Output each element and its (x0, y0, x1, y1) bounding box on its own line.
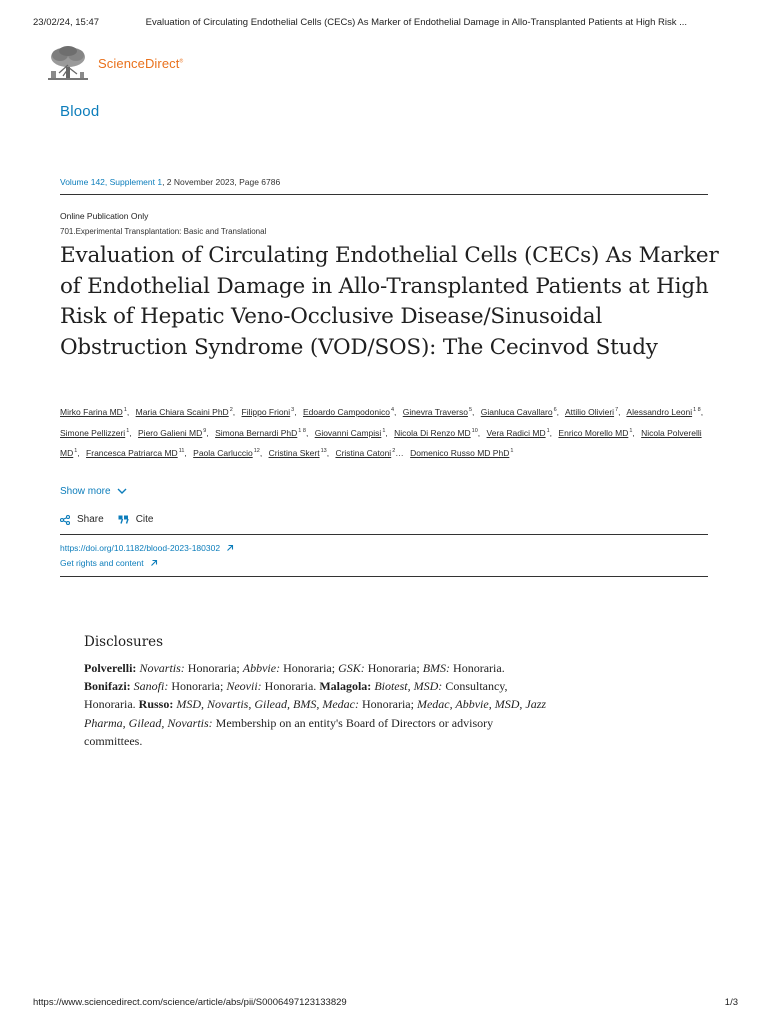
divider-top (60, 534, 708, 535)
share-icon (60, 515, 70, 525)
doi-text: https://doi.org/10.1182/blood-2023-180302 (60, 543, 221, 553)
author-separator: , (618, 407, 621, 417)
brand-mark: ® (179, 58, 184, 65)
author-affiliation: 3 (291, 407, 295, 413)
author-link[interactable] (86, 448, 191, 458)
author-name: Filippo Frioni (241, 407, 291, 417)
author-separator: , (632, 427, 635, 438)
author-separator: , (700, 407, 704, 417)
author-link[interactable] (481, 407, 563, 417)
disclosure-company: BMS: (422, 661, 451, 675)
disclosures-text: Polverelli: Novartis: Honoraria; Abbvie: Honoraria; GSK: Honoraria; BMS: Honoraria. Bonifazi: Sanofi: Honoraria; Neovii: Honoraria. Malagola: Biotest, MSD: Consultancy, Honoraria. Russo: MSD, Novartis, Gilead, BMS, Medac: Honoraria; Medac, Abbvie, MSD, Jazz Pharma, Gilead, Novartis: Membership on an entity's Board of Directors or advisory committees. (84, 661, 547, 748)
disclosure-company: Sanofi: (133, 679, 169, 694)
cite-label: Cite (135, 514, 154, 525)
author-separator: , (129, 427, 132, 438)
author-affiliation: 11 (178, 448, 185, 454)
author-name: Maria Chiara Scaini PhD (135, 407, 229, 417)
author-name: Ginevra Traverso (402, 407, 468, 417)
author-separator: , (472, 407, 475, 417)
quote-icon (118, 515, 129, 524)
author-separator: , (294, 407, 297, 417)
author-separator: , (549, 427, 553, 438)
author-affiliation: 13 (320, 448, 327, 454)
author-link[interactable] (558, 428, 638, 438)
show-more-button[interactable] (60, 486, 127, 497)
author-link[interactable] (394, 428, 484, 438)
author-name: Cristina Catoni (335, 448, 392, 458)
author-name: Nicola Di Renzo MD (394, 427, 471, 438)
author-affiliation: 1 (510, 448, 514, 454)
show-more-label: Show more (60, 486, 111, 497)
author-separator: , (259, 448, 263, 458)
author-separator: , (77, 448, 80, 458)
availability-label: Online Publication Only (60, 211, 149, 221)
sciencedirect-logo[interactable] (47, 44, 183, 82)
author-link[interactable] (335, 448, 407, 458)
disclosure-name: Bonifazi: (84, 679, 131, 694)
disclosure-name: Malagola: (319, 679, 372, 694)
disclosure-company: GSK: (338, 661, 365, 675)
print-timestamp: 23/02/24, 15:47 (33, 17, 100, 28)
author-link[interactable] (60, 428, 136, 438)
author-affiliation: 1 (126, 427, 130, 434)
author-separator: , (305, 427, 309, 438)
author-link[interactable] (626, 407, 707, 417)
author-name: Attilio Olivieri (564, 407, 615, 417)
author-affiliation: 5 (468, 407, 473, 413)
author-name: Edoardo Campodonico (302, 407, 390, 417)
rights-link[interactable] (60, 558, 158, 568)
author-name: Francesca Patriarca MD (86, 448, 178, 458)
author-name: Simone Pellizzeri (60, 427, 126, 438)
rights-text: Get rights and content (60, 558, 144, 568)
author-affiliation: 12 (253, 448, 260, 454)
disclosures-heading: Disclosures (84, 634, 164, 650)
author-list (60, 401, 720, 463)
author-affiliation: 1 (74, 448, 78, 454)
print-page-title: Evaluation of Circulating Endothelial Cells (CECs) As Marker of Endothelial Damage in Allo-Transplanted Patients at High Risk ... (145, 17, 688, 28)
brand-name: ScienceDirect® (98, 55, 184, 71)
author-link[interactable] (487, 428, 557, 438)
author-affiliation: 10 (471, 427, 478, 434)
author-affiliation: 4 (390, 407, 394, 413)
author-link[interactable] (60, 407, 133, 417)
elsevier-tree-icon (47, 45, 89, 81)
author-name: Simona Bernardi PhD (215, 427, 298, 438)
disclosure-name: Polverelli: (84, 661, 137, 675)
author-link[interactable] (138, 428, 213, 438)
print-url: https://www.sciencedirect.com/science/article/abs/pii/S0006497123133829 (33, 997, 347, 1008)
author-link[interactable] (136, 407, 240, 417)
author-affiliation: 1 (123, 407, 127, 413)
author-name: Cristina Skert (268, 448, 320, 458)
disclosure-company: Biotest, MSD: (374, 679, 443, 694)
author-name: Alessandro Leoni (626, 407, 693, 417)
print-footer (33, 997, 738, 1008)
author-name: Gianluca Cavallaro (480, 407, 553, 417)
author-separator: , (126, 407, 130, 417)
doi-link[interactable] (60, 543, 234, 553)
author-separator: , (184, 448, 187, 458)
author-affiliation: 1 (382, 427, 386, 434)
author-link[interactable] (410, 448, 513, 458)
author-affiliation: 2 (229, 407, 233, 413)
print-page-number: 1/3 (724, 997, 738, 1008)
author-affiliation: 9 (203, 427, 207, 434)
author-link[interactable] (193, 448, 266, 458)
volume-link[interactable]: Volume 142, Supplement 1 (60, 177, 163, 187)
cite-button[interactable] (118, 514, 154, 525)
author-link[interactable] (315, 428, 392, 438)
author-name: Enrico Morello MD (558, 427, 629, 438)
share-button[interactable] (60, 514, 104, 525)
print-header (33, 17, 748, 28)
author-affiliation: 7 (615, 407, 619, 413)
divider-bottom (60, 576, 708, 577)
disclosure-company: Abbvie: (242, 661, 281, 675)
author-name: Piero Galieni MD (138, 427, 203, 438)
author-separator: , (326, 448, 330, 458)
share-label: Share (77, 514, 104, 525)
author-name: Vera Radici MD (486, 427, 546, 438)
author-link[interactable] (565, 407, 625, 417)
external-link-icon (226, 544, 234, 552)
author-separator: , (385, 427, 388, 438)
disclosure-name: Russo: (138, 697, 174, 712)
author-separator: , (206, 427, 209, 438)
author-link[interactable] (403, 407, 479, 417)
author-name: Domenico Russo MD PhD (410, 448, 510, 458)
citation-line (60, 177, 708, 195)
author-link[interactable] (303, 407, 400, 417)
author-separator: , (477, 427, 481, 438)
article-actions (60, 514, 167, 525)
author-link[interactable] (242, 407, 301, 417)
author-name: Paola Carluccio (193, 448, 253, 458)
disclosure-company: Neovii: (226, 679, 262, 694)
article-section: 701.Experimental Transplantation: Basic and Translational (60, 227, 267, 236)
author-name: Giovanni Campisi (314, 427, 382, 438)
external-link-icon (150, 559, 158, 567)
journal-link[interactable]: Blood (60, 103, 100, 120)
disclosure-company: MSD, Novartis, Gilead, BMS, Medac: (176, 697, 359, 712)
author-affiliation: 1 8 (298, 427, 306, 434)
chevron-down-icon (117, 488, 127, 495)
disclosure-company: Medac, Abbvie, MSD, Jazz Pharma, Gilead, Novartis: (84, 697, 547, 730)
citation-date-page: , 2 November 2023, Page 6786 (162, 177, 281, 187)
author-separator: , (232, 407, 236, 417)
author-name: Mirko Farina MD (60, 407, 123, 417)
author-link[interactable] (215, 428, 312, 438)
author-affiliation: 2 (392, 448, 396, 454)
author-affiliation: 1 (629, 427, 633, 434)
author-separator: , (556, 407, 560, 417)
author-link[interactable] (269, 448, 334, 458)
article-title: Evaluation of Circulating Endothelial Cells (CECs) As Marker of Endothelial Damage in Allo-Transplanted Patients at High Risk of Hepatic Veno-Occlusive Disease/Sinusoidal Obstruction Syndrome (VOD/SOS): The Cecinvod Study (60, 243, 719, 360)
author-affiliation: 6 (553, 407, 557, 413)
author-affiliation: 1 8 (693, 407, 701, 413)
author-name: Nicola Polverelli MD (60, 427, 702, 458)
author-affiliation: 1 (546, 427, 550, 434)
author-separator: … (395, 448, 404, 458)
disclosure-company: Novartis: (139, 661, 185, 675)
author-separator: , (394, 407, 397, 417)
